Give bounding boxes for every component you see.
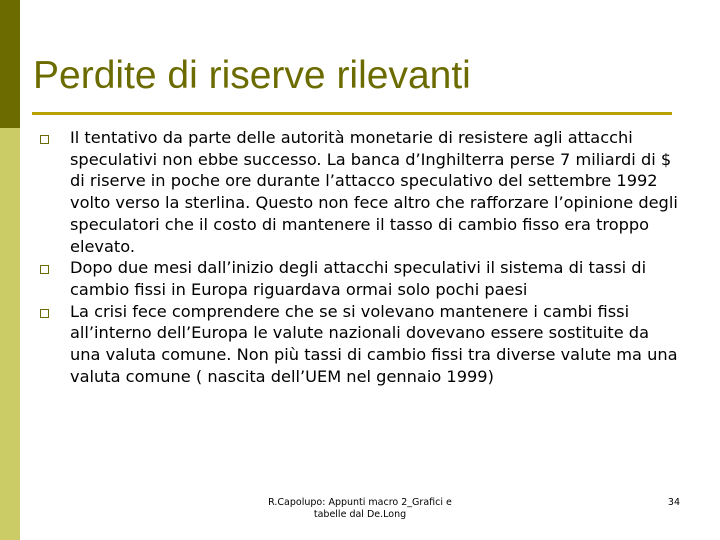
bullet-item — [40, 257, 680, 300]
hollow-square-bullet-icon — [40, 135, 49, 144]
hollow-square-bullet-icon — [40, 265, 49, 274]
title-underline — [32, 112, 672, 115]
bullet-text: Il tentativo da parte delle autorità monetarie di resistere agli attacchi speculativi non ebbe successo. La banca d’Inghilterra perse 7 miliardi di $ di riserve in poche ore durante l’attacco speculativo del settembre 1992 volto verso la sterlina. Questo non fece altro che rafforzare l’opinione degli speculatori che il costo di mantenere il tasso di cambio fisso era troppo elevato. — [70, 128, 678, 256]
side-bar-light — [0, 128, 20, 540]
footer-line-1: R.Capolupo: Appunti macro 2_Grafici e — [268, 497, 452, 508]
slide-title: Perdite di riserve rilevanti — [33, 54, 471, 97]
bullet-list — [40, 127, 680, 387]
bullet-text: La crisi fece comprendere che se si volevano mantenere i cambi fissi all’interno dell’Europa le valute nazionali dovevano essere sostituite da una valuta comune. Non più tassi di cambio fissi tra diverse valute ma una valuta comune ( nascita dell’UEM nel gennaio 1999) — [70, 301, 678, 386]
hollow-square-bullet-icon — [40, 309, 49, 318]
bullet-text: Dopo due mesi dall’inizio degli attacchi speculativi il sistema di tassi di cambio fissi in Europa riguardava ormai solo pochi paesi — [70, 258, 647, 299]
bullet-item — [40, 127, 680, 257]
page-number: 34 — [667, 497, 680, 508]
bullet-item — [40, 301, 680, 388]
slide-footer — [250, 497, 470, 521]
footer-line-2: tabelle dal De.Long — [313, 509, 407, 520]
side-bar-dark — [0, 0, 20, 128]
